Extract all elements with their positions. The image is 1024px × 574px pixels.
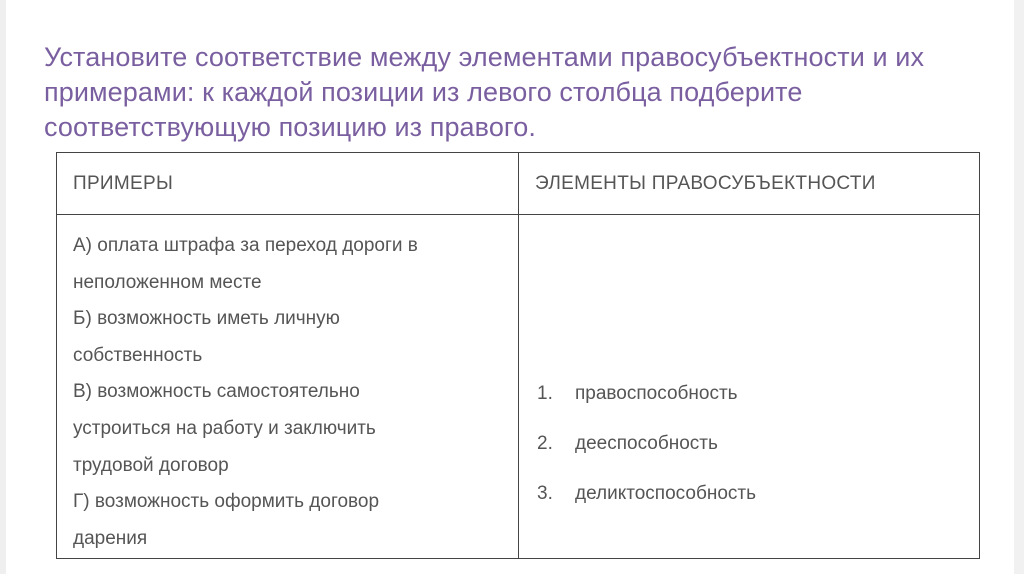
elements-list bbox=[537, 369, 756, 519]
element-number: 3. bbox=[537, 483, 553, 504]
elements-cell bbox=[519, 215, 979, 558]
example-line: неположенном месте bbox=[73, 271, 262, 293]
example-line: устроиться на работу и заключить bbox=[73, 417, 376, 439]
element-number: 1. bbox=[537, 383, 553, 404]
title-line: соответствующую позицию из правого. bbox=[44, 112, 537, 142]
element-item bbox=[537, 469, 756, 519]
slide-edge-right bbox=[1014, 0, 1024, 574]
element-label: дееспособность bbox=[575, 433, 718, 454]
example-line: собственность bbox=[73, 344, 203, 366]
header-examples: ПРИМЕРЫ bbox=[57, 153, 519, 215]
title-line: Установите соответствие между элементами правосубъектности и их bbox=[44, 42, 925, 72]
element-number: 2. bbox=[537, 433, 553, 454]
element-item bbox=[537, 419, 756, 469]
example-line: А) оплата штрафа за переход дороги в bbox=[73, 235, 418, 256]
matching-table bbox=[56, 152, 980, 559]
slide-title bbox=[44, 40, 994, 145]
element-label: правоспособность bbox=[575, 383, 738, 404]
element-item bbox=[537, 369, 756, 419]
example-line: Б) возможность иметь личную bbox=[73, 308, 340, 330]
header-elements: ЭЛЕМЕНТЫ ПРАВОСУБЪЕКТНОСТИ bbox=[519, 153, 979, 215]
examples-cell bbox=[57, 215, 519, 558]
example-line: Г) возможность оформить договор bbox=[73, 491, 380, 513]
element-label: деликтоспособность bbox=[575, 483, 756, 504]
example-line: дарения bbox=[73, 527, 148, 549]
example-line: В) возможность самостоятельно bbox=[73, 381, 360, 403]
title-line: примерами: к каждой позиции из левого столбца подберите bbox=[44, 77, 803, 107]
slide-edge-left bbox=[0, 0, 6, 574]
example-line: трудовой договор bbox=[73, 454, 229, 476]
